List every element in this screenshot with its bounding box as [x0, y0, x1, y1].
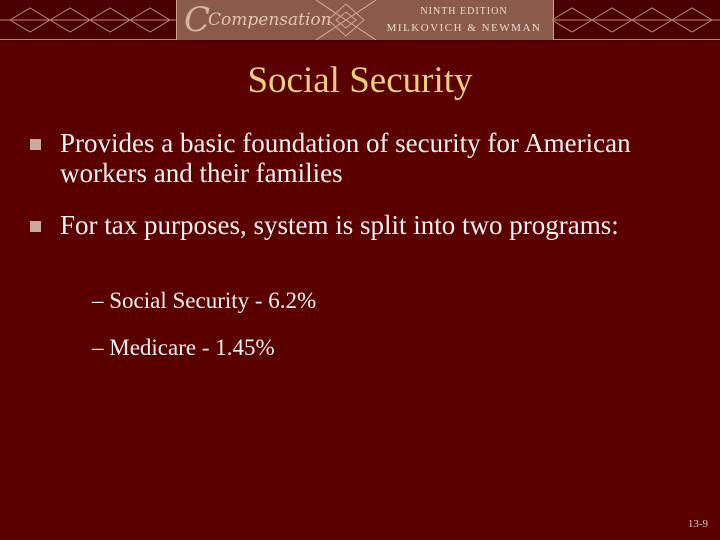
banner-diamond-ornament — [316, 0, 376, 40]
page-number: 13-9 — [687, 518, 708, 530]
logo-initial: C — [184, 0, 211, 40]
sub-bullet-item: – Medicare - 1.45% — [92, 335, 275, 360]
logo-word: Compensation — [208, 9, 332, 30]
bullet-square-icon — [30, 139, 41, 150]
authors-label: MILKOVICH & NEWMAN — [386, 22, 542, 34]
book-edition-block — [376, 2, 552, 38]
book-logo — [176, 0, 332, 40]
banner-ornament-left — [0, 0, 176, 40]
header-banner — [0, 0, 720, 42]
bullet-text: For tax purposes, system is split into two programs: — [60, 210, 619, 240]
banner-ornament-right — [552, 0, 720, 40]
sub-bullet-item: – Social Security - 6.2% — [92, 288, 317, 313]
bullet-text: Provides a basic foundation of security for American workers and their families — [60, 128, 631, 188]
slide-title: Social Security — [247, 60, 473, 101]
bullet-square-icon — [30, 221, 41, 232]
edition-label: NINTH EDITION — [420, 6, 508, 17]
